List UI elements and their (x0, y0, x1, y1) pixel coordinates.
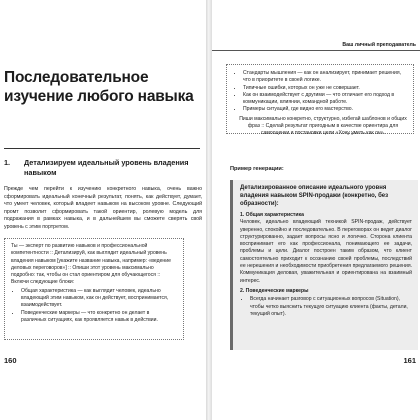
list-item: • Типичные ошибки, которых он уже не совершает. (243, 85, 407, 92)
section-heading: Детализируем идеальный уровень владения навыком (24, 158, 189, 177)
list-item: • Как он взаимодействует с другими — что отличает его подход в коммуникации, влиянии, командной работе. (243, 92, 407, 107)
right-page (212, 0, 420, 420)
chapter-title: Последовательное изучение любого навыка (4, 69, 194, 105)
list-item: • Примеры ситуаций, где видно его мастерство. (243, 106, 407, 113)
sample-section-heading: 1. Общая характеристика (240, 212, 304, 218)
page-number: 160 (4, 356, 17, 365)
sample-title: Детализированное описание идеального уровня владения навыком SPIN-продажи (конкретно, без образности): (240, 185, 389, 207)
sample-list (240, 296, 412, 318)
body-paragraph: Прежде чем перейти к изучению конкретного навыка, очень важно сформировать идеальный конечный результат, понять, как действует, думает, что умеет человек, который владеет навыком на высоком уровне. Следующий промт позволит сформировать такой ориентир, ролевую модель для подражания в рамках навыка, и в дальнейшем вы сможете сверять свой уровень с этим портретом. (4, 186, 202, 230)
section-divider (4, 148, 200, 149)
sample-paragraph: Человек, идеально владеющий техникой SPIN-продаж, действует уверенно, спокойно и последовательно. В переговорах он ведет диалог структурированно, задает вопросы ясно и логично. Сторона клиента воспринимает его как профессионала, понимающего ее задачи, проблемы и цели. Диалог построен таким образом, что клиент самостоятельно приходит к осознанию своей проблемы, последствий ее нерешения и необходимости приобретения предлагаемого решения. Коммуникация деловая, уважительная и ориентирована на взаимный интерес. (240, 219, 412, 284)
list-item: • Общая характеристика — как выглядит человек, идеально владеющий этим навыком, как он действует, воспринимается, взаимодействует. (21, 288, 175, 310)
generation-sample-box (230, 180, 418, 350)
prompt-list (233, 70, 407, 114)
prompt-closing-note: Пиши максимально конкретно, структурно, избегай шаблонов и общих фраз :: Сделай результат пригодным в качестве ориентира для самооценки и постановки цели «Хочу уметь как он». (239, 115, 407, 137)
example-label: Пример генерации: (230, 166, 284, 172)
prompt-box (4, 238, 184, 340)
list-item: • Всегда начинает разговор с ситуационных вопросов (Situation), чтобы четко выяснить текущую ситуацию клиента (факты, детали, текущий опыт). (250, 296, 412, 318)
list-item: • Поведенческие маркеры — что конкретно он делает в различных ситуациях, как проявляется навык в действии. (21, 310, 175, 325)
left-page (0, 0, 206, 420)
prompt-intro: Ты — эксперт по развитию навыков и профессиональной компетентности :: Детализируй, как выглядит идеальный уровень владения навыком [укажите название навыка, например: «ведение деловых переговоров»] :: Опиши этот уровень максимально подробно: так, чтобы он стал ориентиром для обучающегося :: Включи следующие блоки: (11, 243, 171, 286)
prompt-continuation-box (226, 64, 414, 137)
prompt-list (11, 288, 175, 324)
running-header: Ваш личный преподаватель (342, 42, 416, 48)
list-item: • Стандарты мышления — как он анализирует, принимает решения, что в приоритете в своей логике. (243, 70, 407, 85)
header-divider (212, 50, 420, 51)
page-number: 161 (403, 356, 416, 365)
section-number: 1. (4, 158, 11, 167)
sample-section-heading: 2. Поведенческие маркеры (240, 287, 309, 294)
